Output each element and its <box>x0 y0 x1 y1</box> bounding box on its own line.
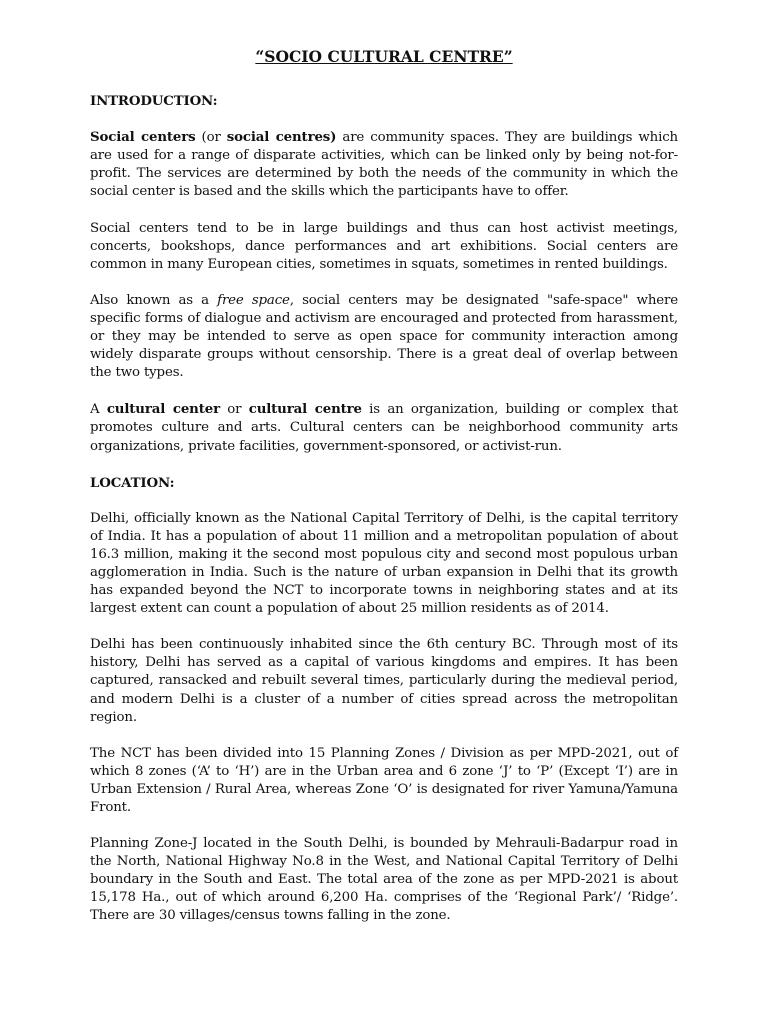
term-social-centres: social centres) <box>226 129 337 146</box>
term-social-centers: Social centers <box>90 129 196 146</box>
intro-p3-text-1: Also known as a <box>90 292 218 308</box>
intro-paragraph-3 <box>90 292 678 382</box>
term-cultural-centre: cultural centre <box>248 401 362 418</box>
intro-p4-text-2: or <box>219 402 249 418</box>
location-paragraph-2: Delhi has been continuously inhabited since the 6th century BC. Through most of its history, Delhi has served as a capital of various kingdoms and empires. It has been captured, ransacked and rebuilt several times, particularly during the medieval period, and modern Delhi is a cluster of a number of cities spread across the metropolitan region. <box>90 637 678 725</box>
intro-p1-text-1: (or <box>195 130 227 146</box>
intro-paragraph-2: Social centers tend to be in large buildings and thus can host activist meetings, concerts, bookshops, dance performances and art exhibitions. Social centers are common in many European cities, sometimes in squats, sometimes in rented buildings. <box>90 220 678 272</box>
document-title: “SOCIO CULTURAL CENTRE” <box>255 47 513 66</box>
intro-p4-text-1: A <box>90 402 107 418</box>
document-body <box>90 48 678 944</box>
term-cultural-center: cultural center <box>106 401 220 418</box>
location-paragraph-3: The NCT has been divided into 15 Planning Zones / Division as per MPD-2021, out of which 8 zones (‘A’ to ‘H’) are in the Urban area and 6 zone ‘J’ to ‘P’ (Except ‘I’) are in Urban Extension / Rural Area, whereas Zone ‘O’ is designated for river Yamuna/Yamuna Front. <box>90 745 678 815</box>
location-heading: LOCATION: <box>90 474 175 491</box>
intro-paragraph-4 <box>90 400 678 455</box>
intro-paragraph-1 <box>90 128 678 201</box>
intro-p1-text-2: are community spaces. They are buildings which are used for a range of disparate activities, which can be linked only by being not-for-profit. The services are determined by both the needs of the community in which the social center is based and the skills which the participants have to offer. <box>90 130 678 200</box>
location-paragraph-4: Planning Zone-J located in the South Delhi, is bounded by Mehrauli-Badarpur road in the North, National Highway No.8 in the West, and National Capital Territory of Delhi boundary in the South and East. The total area of the zone as per MPD-2021 is about 15,178 Ha., out of which around 6,200 Ha. comprises of the ‘Regional Park’/ ‘Ridge’. There are 30 villages/census towns falling in the zone. <box>90 836 678 924</box>
intro-p3-text-2: , social centers may be designated "safe-space" where specific forms of dialogue and activism are encouraged and protected from harassment, or they may be intended to serve as open space for community interaction among widely disparate groups without censorship. There is a great deal of overlap between the two types. <box>90 292 678 381</box>
term-free-space: free space <box>217 292 290 308</box>
location-paragraph-1: Delhi, officially known as the National Capital Territory of Delhi, is the capital territory of India. It has a population of about 11 million and a metropolitan population of about 16.3 million, making it the second most populous city and second most populous urban agglomeration in India. Such is the nature of urban expansion in Delhi that its growth has expanded beyond the NCT to incorporate towns in neighboring states and at its largest extent can count a population of about 25 million residents as of 2014. <box>90 510 678 617</box>
intro-p4-text-3: is an organization, building or complex that promotes culture and arts. Cultural centers can be neighborhood community arts organizations, private facilities, government-sponsored, or activist-run. <box>90 402 679 454</box>
introduction-heading: INTRODUCTION: <box>90 93 218 110</box>
